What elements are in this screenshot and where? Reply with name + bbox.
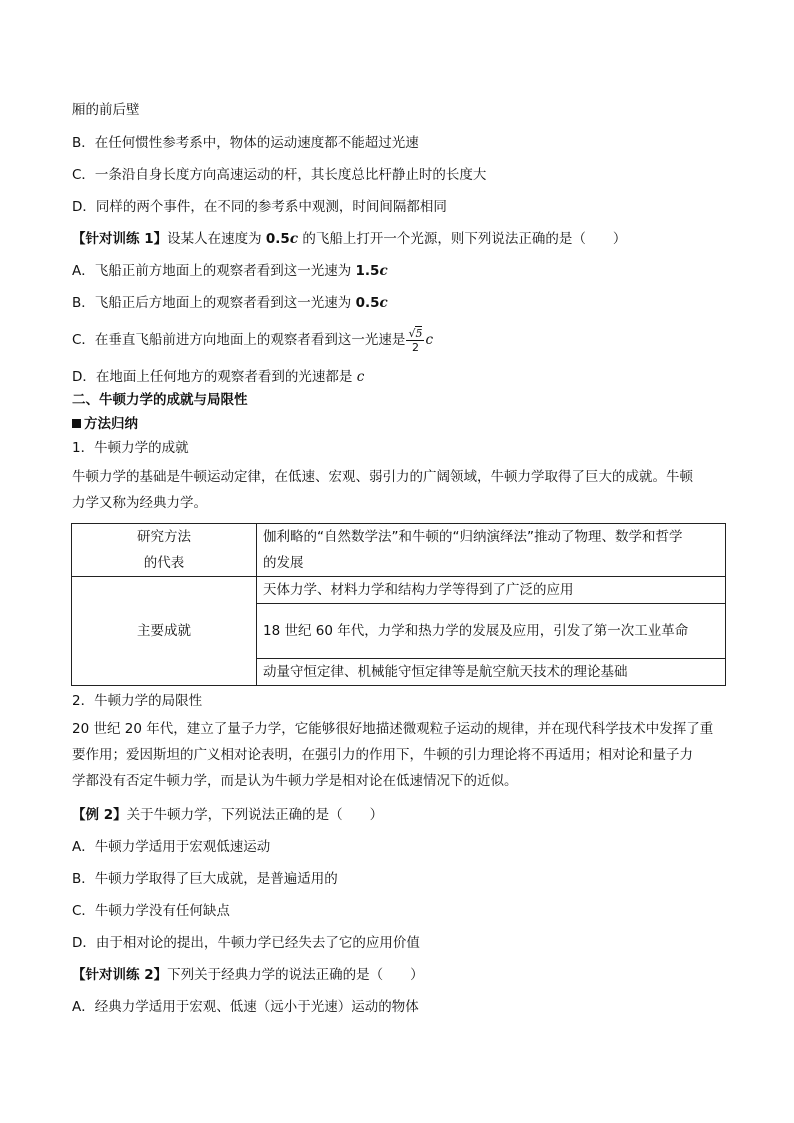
option-a-value: 1.5 — [355, 263, 380, 279]
training-1-text-a: 设某人在速度为 — [167, 231, 266, 247]
option-d: D．同样的两个事件，在不同的参考系中观测，时间间隔都相同 — [72, 199, 447, 215]
subheading-limitations: 2．牛顿力学的局限性 — [72, 693, 203, 709]
training-1-option-a — [72, 261, 388, 281]
table-cell-main-achievements: 主要成就 — [72, 577, 257, 686]
table-cell-achievement-2: 18 世纪 60 年代，力学和热力学的发展及应用，引发了第一次工业革命 — [257, 604, 726, 659]
cell-text: 的发展 — [263, 555, 304, 571]
option-c-c: c — [425, 332, 434, 348]
example-2-text: 关于牛顿力学，下列说法正确的是（ ） — [126, 807, 384, 823]
table-cell-achievement-3: 动量守恒定律、机械能守恒定律等是航空航天技术的理论基础 — [257, 659, 726, 686]
cell-text: 伽利略的“自然数学法”和牛顿的“归纳演绎法”推动了物理、数学和哲学 — [263, 529, 683, 545]
method-summary-heading — [72, 414, 138, 434]
paragraph-1-line-2: 力学又称为经典力学。 — [72, 495, 207, 511]
paragraph-2-line-2: 要作用；爱因斯坦的广义相对论表明，在强引力的作用下，牛顿的引力理论将不再适用；相对论和量子力 — [72, 747, 693, 763]
option-d-c: c — [356, 369, 365, 385]
example-2-question — [72, 805, 383, 825]
speed-value: 0.5 — [265, 231, 290, 247]
training-1-option-b — [72, 293, 388, 313]
section-2-heading: 二、牛顿力学的成就与局限性 — [72, 392, 248, 408]
training-2-text: 下列关于经典力学的说法正确的是（ ） — [167, 967, 424, 983]
example-2-option-a: A．牛顿力学适用于宏观低速运动 — [72, 839, 271, 855]
option-a-c: c — [379, 263, 388, 279]
paragraph-1-line-1: 牛顿力学的基础是牛顿运动定律，在低速、宏观、弱引力的广阔领域，牛顿力学取得了巨大的成就。牛顿 — [72, 469, 693, 485]
option-b-c: c — [379, 295, 388, 311]
paragraph-2-line-1: 20 世纪 20 年代，建立了量子力学，它能够很好地描述微观粒子运动的规律，并在现代科学技术中发挥了重 — [72, 721, 714, 737]
subheading-achievements: 1．牛顿力学的成就 — [72, 440, 189, 456]
table-cell-research-method — [72, 524, 257, 577]
table-row — [72, 524, 726, 577]
paragraph-2-line-3: 学都没有否定牛顿力学，而是认为牛顿力学是相对论在低速情况下的近似。 — [72, 773, 518, 789]
option-b-value: 0.5 — [355, 295, 380, 311]
achievements-table — [71, 523, 726, 686]
option-c-text: C．在垂直飞船前进方向地面上的观察者看到这一光速是 — [72, 332, 406, 348]
example-2-option-b: B．牛顿力学取得了巨大成就，是普遍适用的 — [72, 871, 338, 887]
sqrt5-over-2-fraction: $\frac{√5}{2}$ — [408, 326, 423, 354]
table-row — [72, 577, 726, 604]
table-cell-achievement-1: 天体力学、材料力学和结构力学等得到了广泛的应用 — [257, 577, 726, 604]
training-2-question — [72, 965, 424, 985]
method-summary-label: 方法归纳 — [84, 416, 138, 432]
black-square-icon — [72, 419, 81, 428]
training-1-option-d — [72, 367, 364, 387]
example-2-option-c: C．牛顿力学没有任何缺点 — [72, 903, 230, 919]
fraction-denominator: 2 — [411, 340, 419, 354]
option-d-text: D．在地面上任何地方的观察者看到的光速都是 — [72, 369, 357, 385]
sqrt-radicand: 5 — [415, 326, 423, 340]
option-a-text: A．飞船正前方地面上的观察者看到这一光速为 — [72, 263, 356, 279]
table-cell-methods-desc — [257, 524, 726, 577]
cell-text: 的代表 — [143, 555, 185, 571]
cell-text: 研究方法 — [137, 529, 191, 545]
training-1-tag: 【针对训练 1】 — [72, 231, 168, 247]
example-2-option-d: D．由于相对论的提出，牛顿力学已经失去了它的应用价值 — [72, 935, 420, 951]
option-b: B．在任何惯性参考系中，物体的运动速度都不能超过光速 — [72, 135, 419, 151]
training-2-option-a: A．经典力学适用于宏观、低速（远小于光速）运动的物体 — [72, 999, 419, 1015]
training-2-tag: 【针对训练 2】 — [72, 967, 168, 983]
option-b-text: B．飞船正后方地面上的观察者看到这一光速为 — [72, 295, 356, 311]
option-c: C．一条沿自身长度方向高速运动的杆，其长度总比杆静止时的长度大 — [72, 167, 487, 183]
training-1-option-c — [72, 326, 433, 354]
light-speed-symbol: c — [289, 231, 299, 247]
option-a-continuation: 厢的前后壁 — [72, 102, 140, 118]
training-1-text-b: 的飞船上打开一个光源，则下列说法正确的是（ ） — [298, 231, 627, 247]
example-2-tag: 【例 2】 — [72, 807, 127, 823]
training-1-question — [72, 229, 626, 249]
